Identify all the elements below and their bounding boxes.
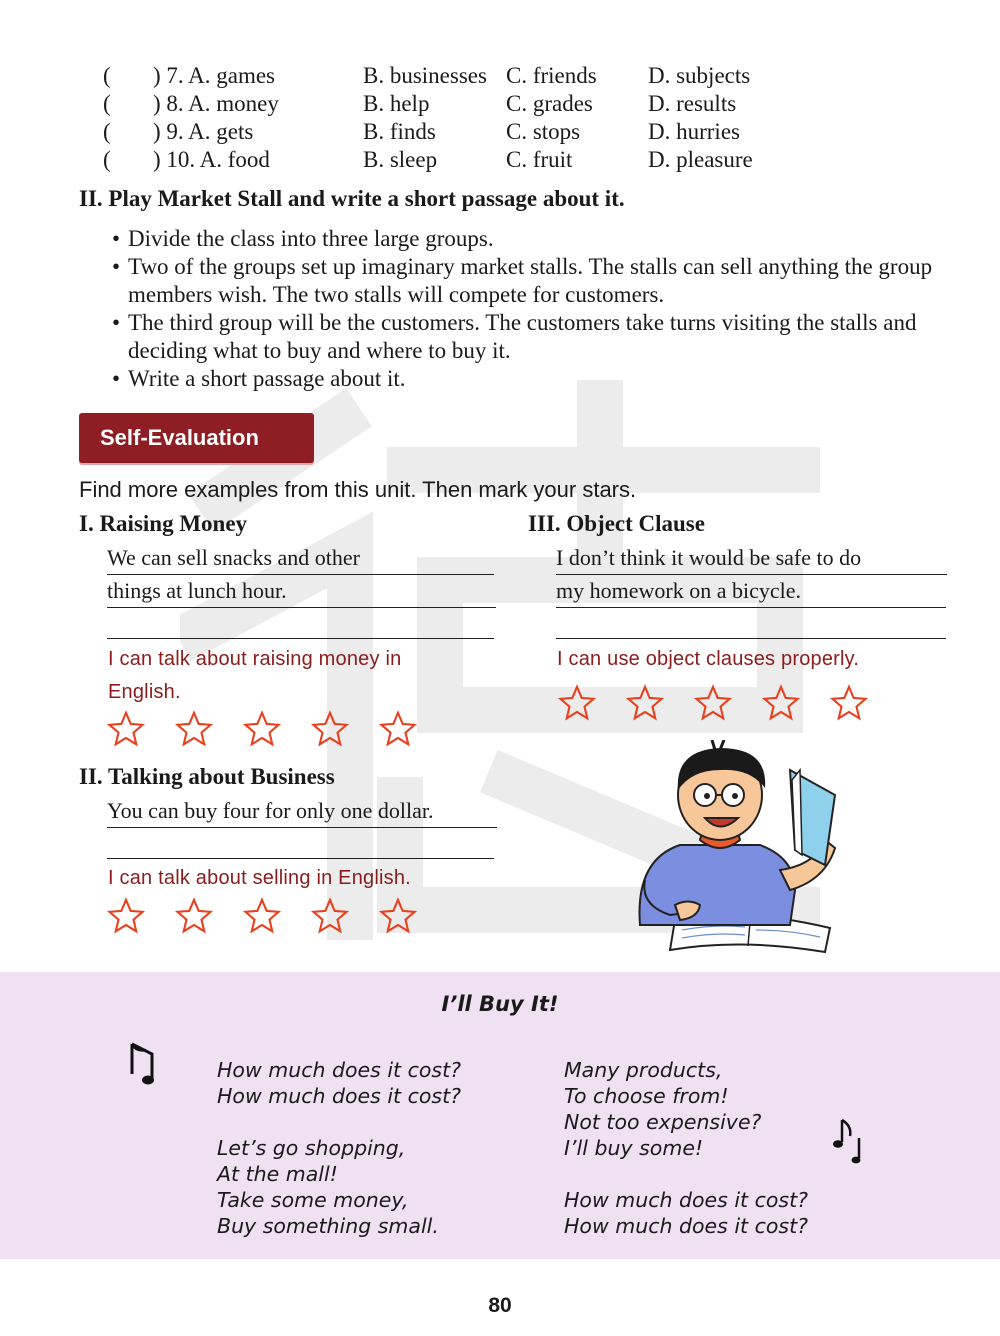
- star-icon[interactable]: [243, 897, 281, 935]
- option-a: ) 9. A. gets: [153, 119, 254, 144]
- can-do-line: I can talk about raising money in: [108, 648, 402, 670]
- lyric-line: Let’s go shopping,: [217, 1136, 406, 1160]
- lyric-line: At the mall!: [217, 1162, 338, 1186]
- option-d: D. hurries: [648, 119, 740, 144]
- option-b: B. help: [363, 91, 430, 116]
- lyric-line: How much does it cost?: [217, 1058, 462, 1082]
- option-d: D. pleasure: [648, 147, 753, 172]
- object-clause-can-do: I can use object clauses properly.: [557, 648, 860, 670]
- lyric-line: Not too expensive?: [564, 1110, 762, 1134]
- song-lyrics-left: [217, 1057, 461, 1265]
- star-icon[interactable]: [311, 710, 349, 748]
- option-c: C. stops: [506, 119, 581, 144]
- can-do-line: English.: [108, 681, 181, 703]
- option-a: ) 7. A. games: [153, 63, 276, 88]
- section-2-heading: II. Play Market Stall and write a short passage about it.: [79, 186, 625, 211]
- lyric-line: Buy something small.: [217, 1214, 439, 1238]
- option-a: ) 10. A. food: [153, 147, 270, 172]
- answer-paren[interactable]: (: [103, 63, 111, 88]
- raising-money-heading: I. Raising Money: [79, 511, 248, 536]
- object-clause-heading: III. Object Clause: [528, 511, 705, 536]
- lyric-line: Many products,: [564, 1058, 723, 1082]
- object-clause-stars: [558, 684, 868, 722]
- music-note-icon: [832, 1116, 868, 1166]
- lyric-line: How much does it cost?: [564, 1188, 809, 1212]
- music-note-icon: [126, 1040, 160, 1086]
- list-item: • Divide the class into three large groups.: [112, 225, 942, 253]
- star-icon[interactable]: [107, 710, 145, 748]
- option-b: B. businesses: [363, 63, 487, 88]
- option-b: B. finds: [363, 119, 436, 144]
- object-clause-example-line-2: my homework on a bicycle.: [556, 577, 946, 608]
- option-d: D. subjects: [648, 63, 751, 88]
- stanza: [217, 1135, 461, 1239]
- lyric-line: Take some money,: [217, 1188, 409, 1212]
- task-bullet-list: [112, 225, 942, 393]
- star-icon[interactable]: [175, 897, 213, 935]
- list-item: • Write a short passage about it.: [112, 365, 942, 393]
- self-evaluation-instruction: Find more examples from this unit. Then mark your stars.: [79, 477, 637, 502]
- star-icon[interactable]: [107, 897, 145, 935]
- star-icon[interactable]: [830, 684, 868, 722]
- list-item: • The third group will be the customers. The customers take turns visiting the stalls and deciding what to buy and where to buy it.: [112, 309, 942, 365]
- self-evaluation-badge: Self-Evaluation: [79, 413, 314, 463]
- star-icon[interactable]: [558, 684, 596, 722]
- stanza: [564, 1187, 808, 1239]
- answer-paren[interactable]: (: [103, 91, 111, 116]
- song-lyrics-right: [564, 1057, 808, 1265]
- lyric-line: How much does it cost?: [217, 1084, 462, 1108]
- lyric-line: To choose from!: [564, 1084, 729, 1108]
- star-icon[interactable]: [311, 897, 349, 935]
- lyric-line: I’ll buy some!: [564, 1136, 704, 1160]
- raising-money-example-line-2: things at lunch hour.: [107, 577, 496, 608]
- star-icon[interactable]: [175, 710, 213, 748]
- raising-money-example-line-1: We can sell snacks and other: [107, 544, 494, 575]
- answer-paren[interactable]: (: [103, 119, 111, 144]
- business-stars: [107, 897, 417, 935]
- object-clause-blank-line[interactable]: [556, 638, 946, 639]
- option-b: B. sleep: [363, 147, 438, 172]
- option-c: C. friends: [506, 63, 597, 88]
- option-c: C. grades: [506, 91, 593, 116]
- raising-money-stars: [107, 710, 417, 748]
- page-number: 80: [488, 1294, 512, 1317]
- song-title: I’ll Buy It!: [441, 992, 559, 1016]
- answer-paren[interactable]: (: [103, 147, 111, 172]
- list-item: • Two of the groups set up imaginary market stalls. The stalls can sell anything the group members wish. The two stalls will compete for customers.: [112, 253, 942, 309]
- raising-money-can-do: [108, 643, 401, 709]
- option-a: ) 8. A. money: [153, 91, 279, 116]
- boy-reading-illustration: [620, 740, 840, 965]
- stanza: [564, 1057, 808, 1161]
- star-icon[interactable]: [243, 710, 281, 748]
- star-icon[interactable]: [379, 897, 417, 935]
- business-example-line-1: You can buy four for only one dollar.: [107, 797, 497, 828]
- raising-money-blank-line[interactable]: [107, 638, 494, 639]
- star-icon[interactable]: [379, 710, 417, 748]
- star-icon[interactable]: [762, 684, 800, 722]
- star-icon[interactable]: [694, 684, 732, 722]
- object-clause-example-line-1: I don’t think it would be safe to do: [556, 544, 947, 575]
- business-can-do: I can talk about selling in English.: [108, 867, 411, 889]
- option-c: C. fruit: [506, 147, 573, 172]
- star-icon[interactable]: [626, 684, 664, 722]
- business-blank-line[interactable]: [107, 858, 494, 859]
- stanza: [217, 1057, 461, 1109]
- option-d: D. results: [648, 91, 737, 116]
- lyric-line: How much does it cost?: [564, 1214, 809, 1238]
- business-heading: II. Talking about Business: [79, 764, 335, 789]
